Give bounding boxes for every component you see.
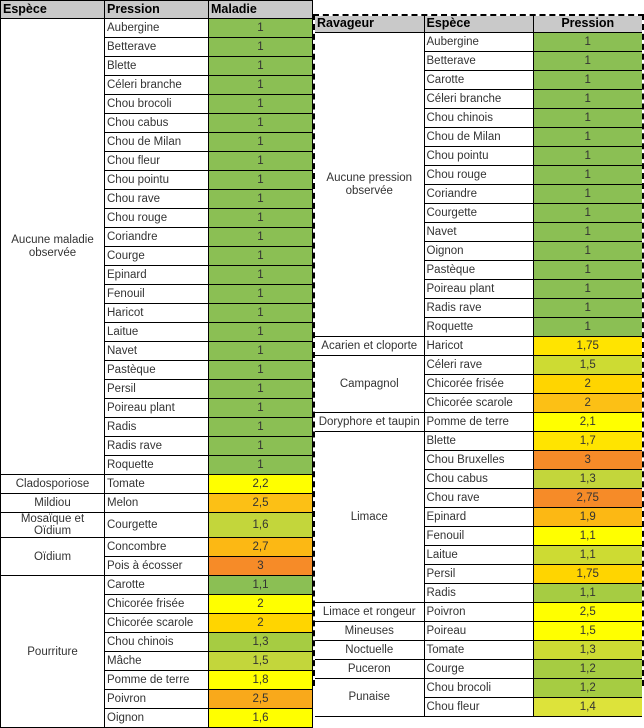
table-row — [315, 603, 642, 622]
pressure-value-cell: 1 — [209, 456, 313, 475]
species-cell: Poireau plant — [424, 280, 533, 299]
pressure-value-cell: 1 — [533, 52, 642, 71]
species-cell: Tomate — [424, 641, 533, 660]
species-cell: Chou de Milan — [424, 128, 533, 147]
column-header-ravageur: Ravageur — [315, 16, 424, 33]
pressure-value-cell: 1 — [209, 342, 313, 361]
pressure-value-cell: 1,5 — [209, 652, 313, 671]
group-label-cell: Mildiou — [1, 494, 105, 513]
species-cell: Pois à écosser — [105, 557, 209, 576]
table-row — [315, 356, 642, 375]
species-cell: Fenouil — [105, 285, 209, 304]
column-header-espece: Espèce — [424, 16, 533, 33]
group-label-cell: Cladosporiose — [1, 475, 105, 494]
pressure-value-cell: 2 — [533, 394, 642, 413]
species-cell: Courge — [105, 247, 209, 266]
column-header-espece: Espèce — [1, 1, 105, 19]
group-label-cell: Pourriture — [1, 576, 105, 728]
table-row — [315, 337, 642, 356]
pressure-value-cell: 1 — [533, 261, 642, 280]
pressure-value-cell: 2,5 — [209, 494, 313, 513]
pressure-value-cell: 1 — [533, 185, 642, 204]
pressure-value-cell: 1 — [209, 304, 313, 323]
species-cell: Poivron — [424, 603, 533, 622]
pressure-value-cell: 1 — [209, 152, 313, 171]
pressure-value-cell: 1 — [209, 437, 313, 456]
species-cell: Chicorée scarole — [424, 394, 533, 413]
species-cell: Chicorée scarole — [105, 614, 209, 633]
pressure-value-cell: 2 — [533, 375, 642, 394]
table-row — [1, 513, 313, 538]
table-row — [315, 660, 642, 679]
pressure-value-cell: 1,5 — [533, 356, 642, 375]
species-cell: Chou rouge — [105, 209, 209, 228]
species-cell: Haricot — [424, 337, 533, 356]
species-cell: Coriandre — [424, 185, 533, 204]
table-header-row — [1, 1, 313, 19]
group-label-cell: Limace — [315, 432, 424, 603]
column-header-maladie: Maladie — [209, 1, 313, 19]
pressure-value-cell: 1 — [533, 90, 642, 109]
pressure-value-cell: 1 — [209, 114, 313, 133]
species-cell: Laitue — [424, 546, 533, 565]
pressure-value-cell: 1,3 — [209, 633, 313, 652]
ravageurs-table-frame — [313, 14, 644, 713]
pressure-value-cell: 1,8 — [209, 671, 313, 690]
species-cell: Poireau — [424, 622, 533, 641]
pressure-value-cell: 3 — [209, 557, 313, 576]
pressure-value-cell: 1,2 — [533, 660, 642, 679]
species-cell: Chou cabus — [424, 470, 533, 489]
pressure-value-cell: 1 — [533, 204, 642, 223]
species-cell: Poireau plant — [105, 399, 209, 418]
table-row — [315, 622, 642, 641]
species-cell: Coriandre — [105, 228, 209, 247]
pressure-value-cell: 1 — [209, 133, 313, 152]
table-row — [1, 494, 313, 513]
group-label-cell: Aucune maladie observée — [1, 19, 105, 475]
species-cell: Pomme de terre — [105, 671, 209, 690]
group-label-cell: Noctuelle — [315, 641, 424, 660]
species-cell: Carotte — [424, 71, 533, 90]
table-row — [315, 432, 642, 451]
species-cell: Blette — [105, 57, 209, 76]
species-cell: Chou rouge — [424, 166, 533, 185]
pressure-value-cell: 1,75 — [533, 337, 642, 356]
pressure-value-cell: 1,3 — [533, 641, 642, 660]
pressure-value-cell: 1,1 — [533, 527, 642, 546]
species-cell: Chou rave — [424, 489, 533, 508]
table-row — [315, 33, 642, 52]
group-label-cell: Oïdium — [1, 538, 105, 576]
group-label-cell: Limace et rongeur — [315, 603, 424, 622]
pressure-value-cell: 1 — [209, 76, 313, 95]
species-cell: Persil — [424, 565, 533, 584]
pressure-value-cell: 1,6 — [209, 513, 313, 538]
pressure-value-cell: 1 — [533, 71, 642, 90]
pressure-value-cell: 2,75 — [533, 489, 642, 508]
species-cell: Céleri branche — [105, 76, 209, 95]
species-cell: Oignon — [105, 709, 209, 728]
table-row — [1, 576, 313, 595]
species-cell: Haricot — [105, 304, 209, 323]
species-cell: Chicorée frisée — [424, 375, 533, 394]
pressure-value-cell: 2 — [209, 595, 313, 614]
table-row — [315, 413, 642, 432]
species-cell: Courgette — [105, 513, 209, 538]
group-label-cell: Doryphore et taupin — [315, 413, 424, 432]
species-cell: Chou pointu — [105, 171, 209, 190]
species-cell: Chou rave — [105, 190, 209, 209]
pressure-value-cell: 1,1 — [533, 546, 642, 565]
pressure-value-cell: 2,2 — [209, 475, 313, 494]
species-cell: Chou pointu — [424, 147, 533, 166]
species-cell: Chou chinois — [424, 109, 533, 128]
species-cell: Navet — [105, 342, 209, 361]
group-label-cell: Puceron — [315, 660, 424, 679]
pressure-value-cell: 1 — [209, 19, 313, 38]
species-cell: Pastèque — [105, 361, 209, 380]
pressure-value-cell: 1 — [533, 33, 642, 52]
species-cell: Radis — [424, 584, 533, 603]
species-cell: Betterave — [105, 38, 209, 57]
pressure-value-cell: 1 — [533, 128, 642, 147]
pressure-value-cell: 2,5 — [533, 603, 642, 622]
pressure-value-cell: 1,3 — [533, 470, 642, 489]
table-row — [1, 538, 313, 557]
species-cell: Navet — [424, 223, 533, 242]
pressure-value-cell: 1,1 — [533, 584, 642, 603]
species-cell: Poivron — [105, 690, 209, 709]
species-cell: Blette — [424, 432, 533, 451]
species-cell: Chou cabus — [105, 114, 209, 133]
pressure-value-cell: 1 — [533, 280, 642, 299]
species-cell: Chou fleur — [105, 152, 209, 171]
species-cell: Fenouil — [424, 527, 533, 546]
group-label-cell: Mosaïque et Oïdium — [1, 513, 105, 538]
pressure-value-cell: 1 — [209, 361, 313, 380]
species-cell: Chou Bruxelles — [424, 451, 533, 470]
pressure-value-cell: 2,5 — [209, 690, 313, 709]
species-cell: Roquette — [424, 318, 533, 337]
pressure-value-cell: 1 — [533, 299, 642, 318]
species-cell: Tomate — [105, 475, 209, 494]
pressure-value-cell: 2,1 — [533, 413, 642, 432]
group-label-cell: Aucune pression observée — [315, 33, 424, 337]
group-label-cell: Acarien et cloporte — [315, 337, 424, 356]
pressure-value-cell: 1 — [533, 318, 642, 337]
species-cell: Aubergine — [105, 19, 209, 38]
species-cell: Chou chinois — [105, 633, 209, 652]
group-label-cell: Mineuses — [315, 622, 424, 641]
pressure-value-cell: 1,4 — [533, 698, 642, 717]
species-cell: Epinard — [424, 508, 533, 527]
pressure-value-cell: 1 — [209, 399, 313, 418]
species-cell: Roquette — [105, 456, 209, 475]
species-cell: Epinard — [105, 266, 209, 285]
species-cell: Chou de Milan — [105, 133, 209, 152]
pressure-value-cell: 1,6 — [209, 709, 313, 728]
group-label-cell: Punaise — [315, 679, 424, 717]
pressure-value-cell: 1 — [209, 57, 313, 76]
species-cell: Mâche — [105, 652, 209, 671]
species-cell: Pomme de terre — [424, 413, 533, 432]
pressure-value-cell: 1 — [533, 166, 642, 185]
group-label-cell: Campagnol — [315, 356, 424, 413]
pressure-value-cell: 1 — [209, 418, 313, 437]
pressure-value-cell: 3 — [533, 451, 642, 470]
pressure-value-cell: 2,7 — [209, 538, 313, 557]
table-row — [315, 679, 642, 698]
species-cell: Chou brocoli — [424, 679, 533, 698]
species-cell: Radis rave — [105, 437, 209, 456]
pressure-value-cell: 1 — [209, 247, 313, 266]
pressure-value-cell: 1 — [209, 190, 313, 209]
pressure-value-cell: 1 — [209, 380, 313, 399]
pressure-value-cell: 2 — [209, 614, 313, 633]
species-cell: Laitue — [105, 323, 209, 342]
table-row — [1, 475, 313, 494]
species-cell: Chou fleur — [424, 698, 533, 717]
pressure-value-cell: 1 — [533, 242, 642, 261]
species-cell: Courgette — [424, 204, 533, 223]
species-cell: Persil — [105, 380, 209, 399]
species-cell: Concombre — [105, 538, 209, 557]
pressure-value-cell: 1,2 — [533, 679, 642, 698]
ravageurs-table — [315, 16, 642, 717]
species-cell: Courge — [424, 660, 533, 679]
pressure-value-cell: 1 — [209, 285, 313, 304]
column-header-pression: Pression — [533, 16, 642, 33]
species-cell: Carotte — [105, 576, 209, 595]
maladies-table — [0, 0, 313, 728]
pressure-value-cell: 1 — [533, 223, 642, 242]
species-cell: Aubergine — [424, 33, 533, 52]
species-cell: Betterave — [424, 52, 533, 71]
species-cell: Chicorée frisée — [105, 595, 209, 614]
column-header-pression: Pression — [105, 1, 209, 19]
pressure-value-cell: 1 — [533, 109, 642, 128]
table-row — [1, 19, 313, 38]
pressure-value-cell: 1,7 — [533, 432, 642, 451]
pressure-value-cell: 1 — [209, 95, 313, 114]
pressure-value-cell: 1,75 — [533, 565, 642, 584]
pressure-value-cell: 1,5 — [533, 622, 642, 641]
species-cell: Céleri branche — [424, 90, 533, 109]
table-row — [315, 641, 642, 660]
species-cell: Pastèque — [424, 261, 533, 280]
pressure-value-cell: 1 — [533, 147, 642, 166]
pressure-value-cell: 1 — [209, 209, 313, 228]
pressure-value-cell: 1 — [209, 171, 313, 190]
species-cell: Céleri rave — [424, 356, 533, 375]
pressure-value-cell: 1,9 — [533, 508, 642, 527]
pressure-value-cell: 1 — [209, 323, 313, 342]
species-cell: Chou brocoli — [105, 95, 209, 114]
species-cell: Radis rave — [424, 299, 533, 318]
species-cell: Oignon — [424, 242, 533, 261]
table-header-row — [315, 16, 642, 33]
species-cell: Radis — [105, 418, 209, 437]
pressure-value-cell: 1 — [209, 38, 313, 57]
species-cell: Melon — [105, 494, 209, 513]
pressure-value-cell: 1 — [209, 266, 313, 285]
pressure-value-cell: 1,1 — [209, 576, 313, 595]
pressure-value-cell: 1 — [209, 228, 313, 247]
